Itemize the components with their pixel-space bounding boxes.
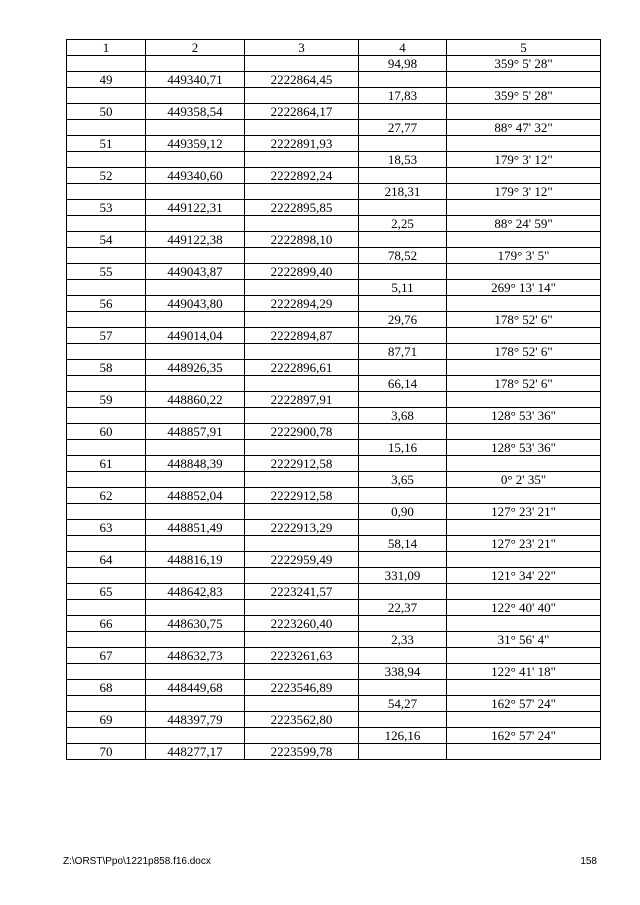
- table-cell-col-2: [146, 184, 245, 200]
- table-cell-col-4: 27,77: [359, 120, 447, 136]
- table-row: [67, 536, 601, 552]
- table-cell-col-1: [67, 632, 146, 648]
- table-cell-col-1: [67, 280, 146, 296]
- table-cell-col-3: [245, 408, 359, 424]
- table-cell-col-2: [146, 632, 245, 648]
- table-cell-col-2: [146, 216, 245, 232]
- table-cell-col-2: 448642,83: [146, 584, 245, 600]
- table-cell-col-3: 2223599,78: [245, 744, 359, 760]
- table-cell-col-1: [67, 728, 146, 744]
- table-row: [67, 488, 601, 504]
- table-cell-col-3: [245, 216, 359, 232]
- table-cell-col-3: [245, 472, 359, 488]
- table-cell-col-3: [245, 728, 359, 744]
- table-cell-col-1: [67, 440, 146, 456]
- table-cell-col-4: 331,09: [359, 568, 447, 584]
- table-cell-col-3: 2222913,29: [245, 520, 359, 536]
- table-cell-col-5: [447, 360, 601, 376]
- table-row: [67, 744, 601, 760]
- table-cell-col-1: 54: [67, 232, 146, 248]
- table-cell-col-2: [146, 376, 245, 392]
- table-cell-col-4: [359, 680, 447, 696]
- table-cell-col-4: 3,68: [359, 408, 447, 424]
- table-row: [67, 520, 601, 536]
- table-cell-col-2: 448848,39: [146, 456, 245, 472]
- table-cell-col-5: [447, 232, 601, 248]
- table-cell-col-5: [447, 328, 601, 344]
- table-cell-col-4: [359, 168, 447, 184]
- table-cell-col-3: 2222899,40: [245, 264, 359, 280]
- table-cell-col-4: [359, 72, 447, 88]
- table-row: [67, 56, 601, 72]
- table-row: [67, 280, 601, 296]
- table-row: [67, 600, 601, 616]
- table-cell-col-1: [67, 184, 146, 200]
- table-cell-col-4: [359, 200, 447, 216]
- table-cell-col-2: [146, 664, 245, 680]
- table-row: [67, 584, 601, 600]
- table-cell-col-4: 2,33: [359, 632, 447, 648]
- table-cell-col-5: 179° 3' 5": [447, 248, 601, 264]
- table-cell-col-1: 65: [67, 584, 146, 600]
- table-cell-col-1: [67, 472, 146, 488]
- table-cell-col-5: 88° 47' 32": [447, 120, 601, 136]
- table-cell-col-5: 31° 56' 4": [447, 632, 601, 648]
- table-cell-col-1: [67, 504, 146, 520]
- table-cell-col-5: 179° 3' 12": [447, 152, 601, 168]
- table-cell-col-3: 2223562,80: [245, 712, 359, 728]
- table-row: [67, 120, 601, 136]
- table-cell-col-4: [359, 584, 447, 600]
- table-row: [67, 136, 601, 152]
- table-row: [67, 168, 601, 184]
- table-cell-col-1: [67, 536, 146, 552]
- column-header-5: 5: [447, 40, 601, 56]
- table-cell-col-5: [447, 72, 601, 88]
- table-cell-col-2: [146, 728, 245, 744]
- table-cell-col-5: 122° 41' 18": [447, 664, 601, 680]
- table-row: [67, 424, 601, 440]
- table-cell-col-4: 94,98: [359, 56, 447, 72]
- table-cell-col-1: 59: [67, 392, 146, 408]
- table-cell-col-2: 448632,73: [146, 648, 245, 664]
- table-cell-col-3: 2223546,89: [245, 680, 359, 696]
- table-cell-col-2: [146, 312, 245, 328]
- column-header-2: 2: [146, 40, 245, 56]
- table-cell-col-3: [245, 56, 359, 72]
- table-cell-col-4: 17,83: [359, 88, 447, 104]
- table-cell-col-2: 448397,79: [146, 712, 245, 728]
- table-cell-col-5: 178° 52' 6": [447, 376, 601, 392]
- column-header-1: 1: [67, 40, 146, 56]
- table-cell-col-5: [447, 520, 601, 536]
- table-cell-col-2: [146, 600, 245, 616]
- table-row: [67, 616, 601, 632]
- table-cell-col-1: [67, 88, 146, 104]
- table-cell-col-5: [447, 680, 601, 696]
- table-cell-col-3: 2222864,17: [245, 104, 359, 120]
- table-cell-col-5: [447, 168, 601, 184]
- table-cell-col-5: 179° 3' 12": [447, 184, 601, 200]
- table-cell-col-1: 57: [67, 328, 146, 344]
- table-cell-col-4: [359, 136, 447, 152]
- table-row: [67, 632, 601, 648]
- table-row: [67, 376, 601, 392]
- table-cell-col-3: [245, 440, 359, 456]
- table-cell-col-5: [447, 616, 601, 632]
- table-cell-col-1: 67: [67, 648, 146, 664]
- table-cell-col-1: 64: [67, 552, 146, 568]
- table-row: [67, 328, 601, 344]
- table-cell-col-4: 126,16: [359, 728, 447, 744]
- table-row: [67, 312, 601, 328]
- table-row: [67, 184, 601, 200]
- table-cell-col-3: [245, 696, 359, 712]
- file-path: Z:\ORST\Ppo\1221p858.f16.docx: [63, 856, 211, 867]
- table-cell-col-1: 49: [67, 72, 146, 88]
- table-row: [67, 152, 601, 168]
- table-cell-col-3: [245, 152, 359, 168]
- table-header-row: [67, 40, 601, 56]
- table-cell-col-4: 66,14: [359, 376, 447, 392]
- table-row: [67, 408, 601, 424]
- table-cell-col-3: 2223261,63: [245, 648, 359, 664]
- table-cell-col-2: [146, 152, 245, 168]
- table-cell-col-3: [245, 184, 359, 200]
- table-cell-col-3: 2222897,91: [245, 392, 359, 408]
- table-cell-col-1: 52: [67, 168, 146, 184]
- table-cell-col-4: [359, 552, 447, 568]
- table-cell-col-2: 448860,22: [146, 392, 245, 408]
- table-cell-col-4: 22,37: [359, 600, 447, 616]
- table-cell-col-1: [67, 696, 146, 712]
- table-cell-col-3: [245, 504, 359, 520]
- table-cell-col-3: 2223260,40: [245, 616, 359, 632]
- table-cell-col-5: [447, 488, 601, 504]
- table-cell-col-4: 18,53: [359, 152, 447, 168]
- table-cell-col-1: 61: [67, 456, 146, 472]
- table-cell-col-5: [447, 584, 601, 600]
- table-row: [67, 696, 601, 712]
- table-cell-col-5: [447, 456, 601, 472]
- table-row: [67, 392, 601, 408]
- table-cell-col-5: [447, 136, 601, 152]
- table-cell-col-2: 448857,91: [146, 424, 245, 440]
- table-row: [67, 712, 601, 728]
- table-cell-col-1: [67, 664, 146, 680]
- table-cell-col-5: 121° 34' 22": [447, 568, 601, 584]
- table-cell-col-4: [359, 456, 447, 472]
- table-cell-col-1: 50: [67, 104, 146, 120]
- table-cell-col-1: [67, 376, 146, 392]
- table-cell-col-3: [245, 312, 359, 328]
- table-cell-col-2: 449340,71: [146, 72, 245, 88]
- table-cell-col-4: 87,71: [359, 344, 447, 360]
- table-cell-col-3: 2222891,93: [245, 136, 359, 152]
- table-cell-col-2: 449043,80: [146, 296, 245, 312]
- table-row: [67, 504, 601, 520]
- table-cell-col-1: 51: [67, 136, 146, 152]
- table-cell-col-2: [146, 696, 245, 712]
- table-cell-col-4: 58,14: [359, 536, 447, 552]
- table-cell-col-1: 69: [67, 712, 146, 728]
- table-cell-col-4: [359, 648, 447, 664]
- table-cell-col-3: 2222896,61: [245, 360, 359, 376]
- table-cell-col-5: [447, 424, 601, 440]
- table-cell-col-1: [67, 568, 146, 584]
- table-cell-col-1: 62: [67, 488, 146, 504]
- table-cell-col-1: [67, 56, 146, 72]
- table-row: [67, 472, 601, 488]
- table-cell-col-5: [447, 744, 601, 760]
- table-row: [67, 104, 601, 120]
- table-cell-col-3: 2222898,10: [245, 232, 359, 248]
- table-cell-col-4: 78,52: [359, 248, 447, 264]
- table-cell-col-1: [67, 344, 146, 360]
- table-cell-col-1: 63: [67, 520, 146, 536]
- table-cell-col-3: [245, 376, 359, 392]
- table-cell-col-5: 359° 5' 28": [447, 88, 601, 104]
- table-cell-col-2: 449122,38: [146, 232, 245, 248]
- table-cell-col-1: 53: [67, 200, 146, 216]
- table-cell-col-4: 29,76: [359, 312, 447, 328]
- table-row: [67, 728, 601, 744]
- table-cell-col-5: [447, 104, 601, 120]
- column-header-4: 4: [359, 40, 447, 56]
- table-cell-col-4: 15,16: [359, 440, 447, 456]
- table-cell-col-5: 178° 52' 6": [447, 312, 601, 328]
- table-cell-col-1: [67, 248, 146, 264]
- table-cell-col-3: [245, 632, 359, 648]
- table-cell-col-3: 2223241,57: [245, 584, 359, 600]
- table-cell-col-1: 70: [67, 744, 146, 760]
- table-row: [67, 344, 601, 360]
- table-row: [67, 264, 601, 280]
- table-cell-col-3: 2222864,45: [245, 72, 359, 88]
- table-row: [67, 568, 601, 584]
- table-cell-col-5: [447, 392, 601, 408]
- table-cell-col-4: [359, 360, 447, 376]
- table-row: [67, 232, 601, 248]
- table-cell-col-4: 0,90: [359, 504, 447, 520]
- table-cell-col-3: 2222894,29: [245, 296, 359, 312]
- table-cell-col-3: 2222892,24: [245, 168, 359, 184]
- table-cell-col-2: 448816,19: [146, 552, 245, 568]
- table-cell-col-2: [146, 536, 245, 552]
- table-cell-col-5: [447, 200, 601, 216]
- coordinates-table: [66, 39, 601, 760]
- table-row: [67, 552, 601, 568]
- table-cell-col-2: 449359,12: [146, 136, 245, 152]
- table-cell-col-4: [359, 488, 447, 504]
- table-cell-col-5: [447, 712, 601, 728]
- table-cell-col-4: [359, 616, 447, 632]
- table-cell-col-4: 3,65: [359, 472, 447, 488]
- table-cell-col-1: [67, 152, 146, 168]
- table-cell-col-5: 122° 40' 40": [447, 600, 601, 616]
- table-cell-col-3: [245, 88, 359, 104]
- table-cell-col-5: 178° 52' 6": [447, 344, 601, 360]
- table-cell-col-2: [146, 504, 245, 520]
- table-row: [67, 216, 601, 232]
- table-cell-col-3: [245, 600, 359, 616]
- table-cell-col-5: 88° 24' 59": [447, 216, 601, 232]
- table-cell-col-1: [67, 408, 146, 424]
- table-row: [67, 248, 601, 264]
- table-cell-col-2: [146, 88, 245, 104]
- table-cell-col-5: [447, 552, 601, 568]
- table-cell-col-2: [146, 440, 245, 456]
- table-cell-col-1: 68: [67, 680, 146, 696]
- table-cell-col-4: [359, 296, 447, 312]
- table-cell-col-2: 448449,68: [146, 680, 245, 696]
- table-row: [67, 648, 601, 664]
- table-cell-col-4: 54,27: [359, 696, 447, 712]
- table-row: [67, 440, 601, 456]
- table-cell-col-3: [245, 248, 359, 264]
- table-body: [67, 56, 601, 760]
- table-cell-col-4: 338,94: [359, 664, 447, 680]
- table-cell-col-3: 2222912,58: [245, 456, 359, 472]
- table-cell-col-4: [359, 520, 447, 536]
- table-cell-col-1: [67, 600, 146, 616]
- table-cell-col-3: [245, 568, 359, 584]
- table-cell-col-2: [146, 344, 245, 360]
- table-cell-col-1: [67, 216, 146, 232]
- table-cell-col-4: [359, 232, 447, 248]
- table-cell-col-3: [245, 120, 359, 136]
- table-cell-col-2: 449043,87: [146, 264, 245, 280]
- table-row: [67, 360, 601, 376]
- table-cell-col-2: [146, 120, 245, 136]
- table-cell-col-1: 60: [67, 424, 146, 440]
- table-cell-col-5: [447, 648, 601, 664]
- table-cell-col-4: [359, 424, 447, 440]
- table-cell-col-2: [146, 56, 245, 72]
- table-cell-col-2: 448926,35: [146, 360, 245, 376]
- table-cell-col-1: 58: [67, 360, 146, 376]
- table-cell-col-5: 128° 53' 36": [447, 440, 601, 456]
- table-cell-col-1: [67, 312, 146, 328]
- table-cell-col-5: 269° 13' 14": [447, 280, 601, 296]
- table-cell-col-4: 218,31: [359, 184, 447, 200]
- table-cell-col-5: 0° 2' 35": [447, 472, 601, 488]
- table-cell-col-1: [67, 120, 146, 136]
- table-cell-col-5: 162° 57' 24": [447, 728, 601, 744]
- table-row: [67, 200, 601, 216]
- table-cell-col-5: 359° 5' 28": [447, 56, 601, 72]
- table-cell-col-2: 448630,75: [146, 616, 245, 632]
- table-cell-col-5: 127° 23' 21": [447, 504, 601, 520]
- table-row: [67, 296, 601, 312]
- column-header-3: 3: [245, 40, 359, 56]
- table-cell-col-2: [146, 280, 245, 296]
- table-cell-col-3: 2222895,85: [245, 200, 359, 216]
- table-cell-col-3: 2222900,78: [245, 424, 359, 440]
- table-cell-col-1: 55: [67, 264, 146, 280]
- table-cell-col-3: [245, 664, 359, 680]
- table-cell-col-2: 448852,04: [146, 488, 245, 504]
- table-cell-col-2: 448851,49: [146, 520, 245, 536]
- table-row: [67, 456, 601, 472]
- table-cell-col-4: [359, 328, 447, 344]
- table-cell-col-5: [447, 264, 601, 280]
- table-cell-col-5: [447, 296, 601, 312]
- table-cell-col-5: 162° 57' 24": [447, 696, 601, 712]
- page-number: 158: [580, 856, 597, 867]
- table-cell-col-2: 449014,04: [146, 328, 245, 344]
- table-cell-col-3: [245, 280, 359, 296]
- table-cell-col-3: 2222894,87: [245, 328, 359, 344]
- table-cell-col-2: 449358,54: [146, 104, 245, 120]
- table-cell-col-4: [359, 392, 447, 408]
- table-cell-col-4: [359, 264, 447, 280]
- table-row: [67, 72, 601, 88]
- table-cell-col-3: [245, 344, 359, 360]
- table-cell-col-2: [146, 408, 245, 424]
- table-cell-col-2: [146, 248, 245, 264]
- table-cell-col-1: 66: [67, 616, 146, 632]
- table-row: [67, 664, 601, 680]
- table-row: [67, 680, 601, 696]
- table-cell-col-2: [146, 568, 245, 584]
- table-cell-col-1: 56: [67, 296, 146, 312]
- table-cell-col-4: [359, 744, 447, 760]
- table-cell-col-3: [245, 536, 359, 552]
- table-cell-col-3: 2222959,49: [245, 552, 359, 568]
- table-cell-col-5: 127° 23' 21": [447, 536, 601, 552]
- table-cell-col-5: 128° 53' 36": [447, 408, 601, 424]
- table-cell-col-4: [359, 712, 447, 728]
- table-row: [67, 88, 601, 104]
- table-cell-col-2: 448277,17: [146, 744, 245, 760]
- table-cell-col-2: 449122,31: [146, 200, 245, 216]
- table-cell-col-4: 5,11: [359, 280, 447, 296]
- table-cell-col-4: [359, 104, 447, 120]
- table-cell-col-2: [146, 472, 245, 488]
- table-cell-col-4: 2,25: [359, 216, 447, 232]
- table-cell-col-3: 2222912,58: [245, 488, 359, 504]
- table-cell-col-2: 449340,60: [146, 168, 245, 184]
